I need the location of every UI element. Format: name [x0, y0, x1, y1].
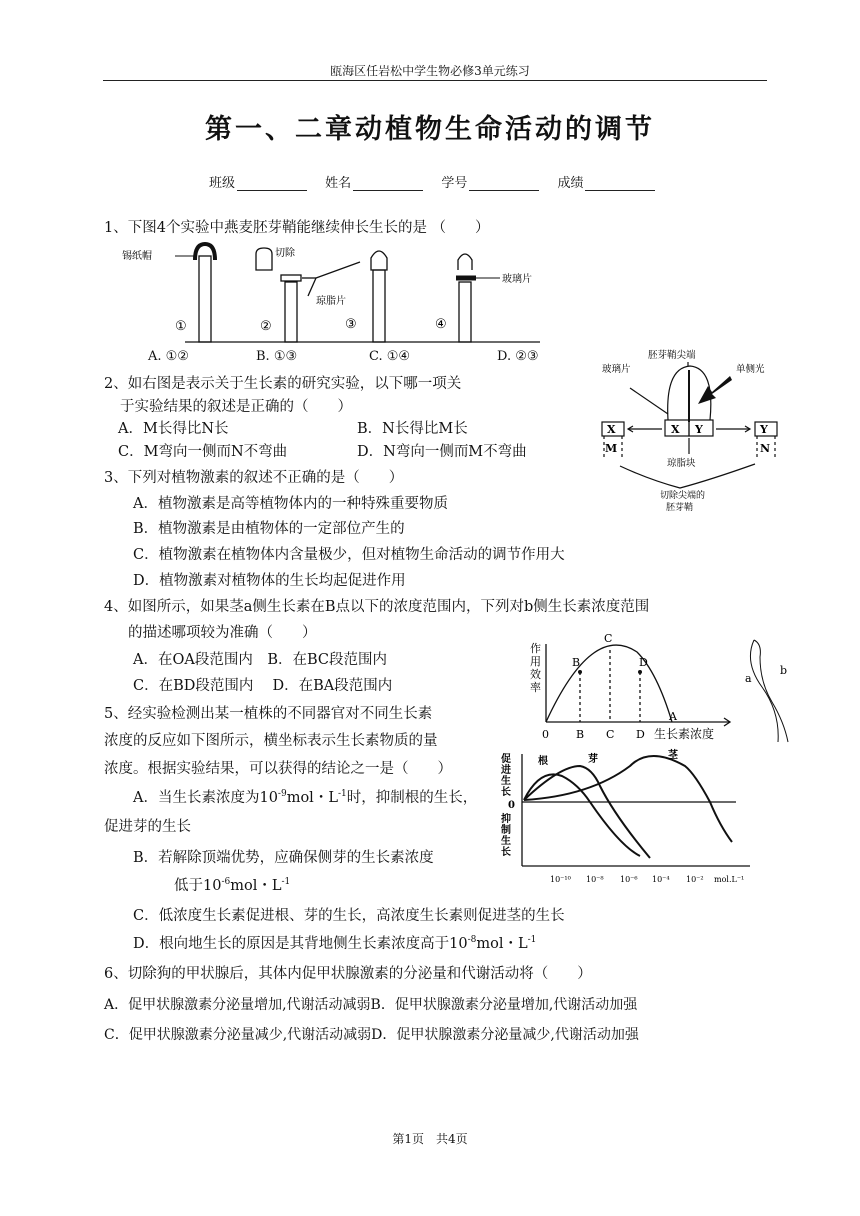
q5-stem-line3: 浓度。根据实验结果，可以获得的结论之一是（ ）: [104, 761, 452, 777]
q6-options-line2: C．促甲状腺激素分泌量减少,代谢活动减弱D．促甲状腺激素分泌量减少,代谢活动加强: [104, 1027, 639, 1043]
q2-option-d: D．N弯向一侧而M不弯曲: [357, 444, 527, 460]
q1-option-d: D. ②③: [497, 349, 539, 364]
q4-stem-line2: 的描述哪项较为准确（ ）: [128, 625, 317, 641]
q3-option-a: A．植物激素是高等植物体内的一种特殊重要物质: [133, 496, 448, 512]
q5-b-text: 低于10: [174, 878, 222, 894]
q2-n-label: N: [760, 442, 771, 455]
score-label: 成绩: [557, 176, 584, 191]
q3-option-c: C．植物激素在植物体内含量极少，但对植物生命活动的调节作用大: [133, 547, 565, 563]
q2-m-label: M: [605, 442, 618, 455]
q5-stem-label: 茎: [668, 750, 678, 761]
q5-b-unit-exp: -1: [281, 877, 291, 888]
q5-root-label: 根: [538, 756, 548, 767]
q5-option-a-line1: [133, 786, 477, 807]
header-rule: [103, 80, 767, 81]
q5-option-b-line2: [174, 874, 290, 895]
q5-stem-line2: 浓度的反应如下图所示，横坐标表示生长素物质的量: [104, 733, 438, 749]
q3-option-d: D．植物激素对植物体的生长均起促进作用: [133, 573, 406, 589]
q2-y-mid: Y: [695, 423, 703, 436]
q2-cut-label: 切除尖端的: [660, 491, 706, 501]
q2-option-b: B．N长得比M长: [357, 421, 468, 437]
q5-zero-label: 0: [508, 800, 515, 811]
q3-option-b: B．植物激素是由植物体的一定部位产生的: [133, 521, 405, 537]
q5-figure: [500, 746, 762, 888]
q5-a-unit-exp: -1: [337, 789, 347, 800]
q4-tick-c: C: [606, 728, 615, 741]
score-blank: [585, 177, 655, 191]
q4-point-a: A: [669, 710, 677, 723]
q2-option-a: A．M长得比N长: [118, 421, 229, 437]
q2-tip-label: 胚芽鞘尖端: [648, 350, 696, 361]
q1-option-c: C. ①④: [369, 349, 411, 364]
q5-a-exp: -9: [277, 789, 287, 800]
q4-ylabel-2: 用: [530, 655, 541, 668]
page-footer: 第1页 共4页: [392, 1132, 468, 1146]
q5-option-d: [133, 932, 536, 953]
q4-figure: [522, 632, 794, 744]
q5-option-a-line2: 促进芽的生长: [104, 819, 191, 835]
q5-promote-label: 促进生长: [501, 754, 511, 798]
q4-ylabel-1: 作: [530, 642, 541, 655]
q5-inhibit-label: 抑制生长: [501, 814, 511, 858]
q6-options-line1: A．促甲状腺激素分泌量增加,代谢活动减弱B．促甲状腺激素分泌量增加,代谢活动加强: [104, 997, 638, 1013]
q1-n1: ①: [175, 319, 187, 334]
q2-cut2-label: 胚芽鞘: [666, 503, 694, 513]
q5-bud-label: 芽: [588, 754, 598, 765]
q4-xlabel: 生长素浓度: [654, 727, 715, 741]
q4-origin: 0: [542, 728, 549, 741]
q4-side-a: a: [745, 672, 752, 685]
q2-agar-label: 琼脂块: [667, 458, 696, 469]
q5-tick-5: 10⁻²: [686, 875, 704, 884]
q5-d-unit-exp: -1: [527, 935, 537, 946]
q4-tick-d: D: [636, 728, 645, 741]
q2-x-mid: X: [671, 423, 680, 436]
q1-n2: ②: [260, 319, 272, 334]
q5-b-unit: mol・L: [230, 878, 282, 894]
q2-figure: [590, 348, 800, 518]
q1-option-a: A. ①②: [148, 349, 189, 364]
q5-d-text: D．根向地生长的原因是其背地侧生长素浓度高于10: [133, 936, 468, 952]
q4-point-c: C: [604, 632, 613, 645]
q2-y-right: Y: [760, 423, 768, 436]
q2-stem-line1: 2、如右图是表示关于生长素的研究实验，以下哪一项关: [104, 376, 462, 392]
q6-stem: 6、切除狗的甲状腺后，其体内促甲状腺激素的分泌量和代谢活动将（ ）: [104, 966, 592, 982]
q5-tick-3: 10⁻⁶: [620, 875, 638, 884]
q2-x-left: X: [607, 423, 616, 436]
q5-d-unit: mol・L: [476, 936, 528, 952]
q5-a-unit: mol・L: [286, 790, 338, 806]
q5-option-c: C．低浓度生长素促进根、芽的生长，高浓度生长素则促进茎的生长: [133, 908, 565, 924]
q2-glass-label: 玻璃片: [602, 364, 631, 375]
student-info-row: [209, 172, 669, 191]
q1-stem: 1、下图4个实验中燕麦胚芽鞘能继续伸长生长的是 （ ）: [104, 220, 490, 236]
q2-light-label: 单侧光: [736, 364, 765, 375]
q1-cut-label: 切除: [275, 248, 295, 259]
q1-n4: ④: [435, 317, 447, 332]
class-blank: [237, 177, 307, 191]
q1-option-b: B. ①③: [256, 349, 298, 364]
q5-tick-4: 10⁻⁴: [652, 875, 670, 884]
q4-tick-b: B: [576, 728, 585, 741]
q2-stem-line2: 于实验结果的叙述是正确的（ ）: [120, 399, 352, 415]
page-header: 瓯海区任岩松中学生物必修3单元练习: [330, 64, 530, 78]
q5-tick-1: 10⁻¹⁰: [550, 875, 571, 884]
number-label: 学号: [441, 176, 468, 191]
q2-option-c: C．M弯向一侧而N不弯曲: [118, 444, 288, 460]
q5-b-exp: -6: [221, 877, 231, 888]
q5-option-b-line1: B．若解除顶端优势，应确保侧芽的生长素浓度: [133, 850, 434, 866]
document-title: 第一、二章动植物生命活动的调节: [205, 114, 655, 145]
q4-ylabel-3: 效: [530, 668, 541, 681]
q1-foil-label: 锡纸帽: [122, 251, 152, 262]
name-label: 姓名: [325, 176, 352, 191]
q1-figure: [120, 238, 560, 346]
number-blank: [469, 177, 539, 191]
q5-a-text: A．当生长素浓度为10: [133, 790, 278, 806]
q4-stem-line1: 4、如图所示，如果茎a侧生长素在B点以下的浓度范围内，下列对b侧生长素浓度范围: [104, 599, 650, 615]
q5-unit: mol.L⁻¹: [714, 875, 745, 884]
q4-ylabel-4: 率: [530, 681, 541, 694]
q3-stem: 3、下列对植物激素的叙述不正确的是（ ）: [104, 470, 404, 486]
q4-options-ab: A．在OA段范围内 B．在BC段范围内: [133, 652, 388, 668]
q4-point-d: D: [639, 656, 648, 669]
class-label: 班级: [209, 176, 236, 191]
q4-side-b: b: [780, 664, 788, 677]
q4-options-cd: C．在BD段范围内 D．在BA段范围内: [133, 678, 393, 694]
q5-a-tail: 时，抑制根的生长，: [346, 790, 478, 806]
q4-point-b: B: [572, 656, 581, 669]
q5-d-exp: -8: [467, 935, 477, 946]
q1-n3: ③: [345, 317, 357, 332]
q5-stem-line1: 5、经实验检测出某一植株的不同器官对不同生长素: [104, 706, 433, 722]
q5-tick-2: 10⁻⁸: [586, 875, 604, 884]
q1-agar-label: 琼脂片: [316, 296, 346, 307]
q1-glass-label: 玻璃片: [502, 274, 532, 285]
name-blank: [353, 177, 423, 191]
